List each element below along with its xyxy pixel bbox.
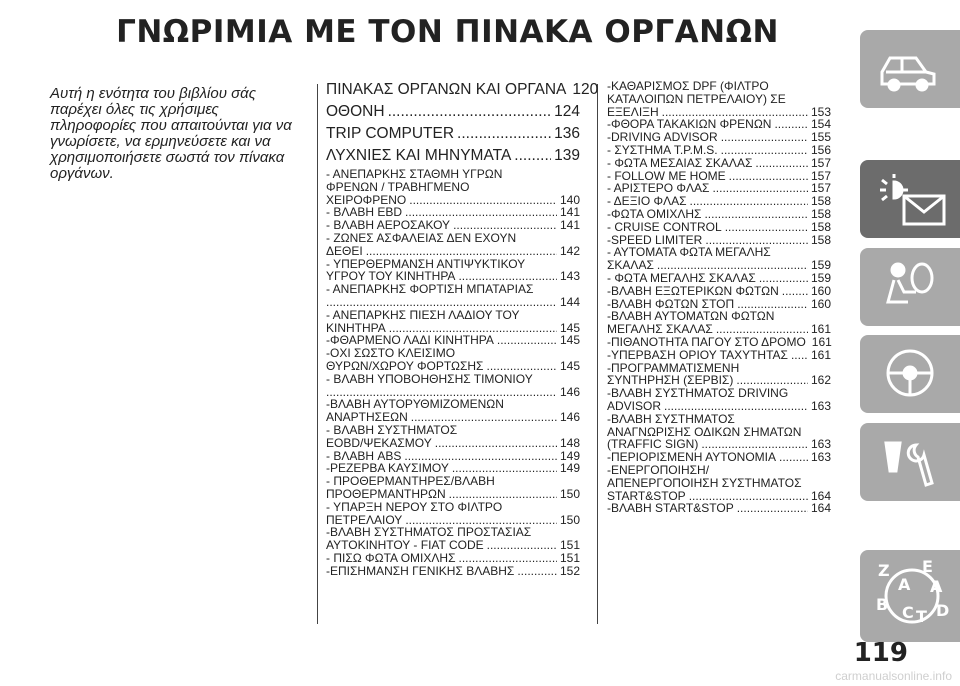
column-divider	[597, 84, 598, 624]
steering-wheel-icon	[872, 343, 948, 405]
toc-entry-label: - FOLLOW ME HOME	[607, 168, 726, 183]
toc-entry-label: ΣΚΑΛΑΣ	[607, 258, 654, 273]
toc-entry-line: -ΕΝΕΡΓΟΠΟΙΗΣΗ/	[607, 462, 710, 477]
toc-entry-last-line	[607, 144, 831, 157]
toc-main-entry[interactable]	[326, 80, 599, 99]
toc-entry-label: ΕΞΕΛΙΞΗ	[607, 104, 659, 119]
toc-entry-label: ΟΘΟΝΗ	[326, 103, 385, 120]
toc-entry-label: ΣΥΝΤΗΡΗΣΗ (ΣΕΡΒΙΣ)	[607, 373, 734, 388]
toc-page-number: 157	[810, 155, 831, 170]
intro-text	[50, 86, 298, 182]
toc-entry-label: -ΦΘΟΡΑ ΤΑΚΑΚΙΩΝ ΦΡΕΝΩΝ	[607, 117, 772, 132]
toc-dot-leader	[486, 360, 556, 373]
toc-entry-label: - CRUISE CONTROL	[607, 219, 722, 234]
car-icon	[872, 38, 948, 100]
toc-sub-entry[interactable]	[326, 168, 580, 206]
sidebar-tab-gauges[interactable]	[860, 480, 960, 516]
toc-dot-leader	[435, 437, 557, 450]
svg-text:Z: Z	[878, 561, 890, 580]
sidebar-tab-safety[interactable]	[860, 248, 960, 326]
toc-entry-line: -ΒΛΑΒΗ ΣΥΣΤΗΜΑΤΟΣ	[607, 411, 735, 426]
toc-sub-entry[interactable]	[326, 475, 580, 501]
toc-page-number: 159	[810, 258, 831, 273]
toc-sub-entry[interactable]	[607, 413, 831, 451]
section-sidebar	[860, 30, 960, 635]
intro-line: πληροφορίες που απαιτούνται για να	[50, 117, 292, 134]
toc-sub-entry[interactable]	[607, 464, 831, 502]
toc-entry-line: ΦΡΕΝΩΝ / ΤΡΑΒΗΓΜΕΝΟ	[326, 179, 470, 194]
toc-entry-last-line	[326, 296, 580, 309]
toc-dot-leader	[366, 245, 557, 258]
page-number: 119	[853, 638, 908, 668]
toc-entry-last-line	[607, 157, 831, 170]
toc-dot-leader	[664, 400, 808, 413]
toc-entry-line: - ΑΝΕΠΑΡΚΗΣ ΠΙΕΣΗ ΛΑΔΙΟΥ ΤΟΥ	[326, 307, 520, 322]
intro-line: χρησιμοποιήσετε σωστά τον πίνακα	[50, 149, 285, 166]
toc-entry-last-line	[607, 349, 831, 362]
toc-entry-label: ΧΕΙΡΟΦΡΕΝΟ	[326, 192, 407, 207]
toc-entry-label: (TRAFFIC SIGN)	[607, 437, 699, 452]
toc-entry-label: -ΕΠΙΣΗΜΑΝΣΗ ΓΕΝΙΚΗΣ ΒΛΑΒΗΣ	[326, 563, 515, 578]
toc-entry-line: ΚΑΤΑΛΟΙΠΩΝ ΠΕΤΡΕΛΑΙΟΥ) ΣΕ	[607, 91, 786, 106]
gauge-icon	[872, 480, 948, 510]
toc-entry-last-line	[326, 488, 580, 501]
toc-page-number: 141	[559, 218, 580, 233]
toc-dot-leader	[326, 296, 557, 309]
toc-dot-leader	[409, 194, 557, 207]
toc-sub-entry[interactable]	[607, 144, 831, 157]
toc-entry-line: -ΟΧΙ ΣΩΣΤΟ ΚΛΕΙΣΙΜΟ	[326, 346, 456, 361]
toc-sub-entry[interactable]	[607, 80, 831, 118]
toc-sub-entry[interactable]	[326, 373, 580, 399]
toc-page-number: 142	[559, 243, 580, 258]
toc-page-number: 157	[810, 168, 831, 183]
toc-entry-line: - ΑΝΕΠΑΡΚΗΣ ΣΤΑΘΜΗ ΥΓΡΩΝ	[326, 167, 503, 181]
toc-entry-line: -ΒΛΑΒΗ ΣΥΣΤΗΜΑΤΟΣ ΠΡΟΣΤΑΣΙΑΣ	[326, 525, 532, 540]
toc-entry-label: -ΒΛΑΒΗ START&STOP	[607, 501, 734, 516]
toc-entry-line: -ΒΛΑΒΗ ΣΥΣΤΗΜΑΤΟΣ DRIVING	[607, 386, 789, 401]
toc-page-number: 161	[810, 347, 831, 362]
svg-text:A: A	[930, 577, 943, 596]
toc-dot-leader	[487, 539, 557, 552]
toc-dot-leader	[721, 131, 808, 144]
toc-entry-label: ΠΡΟΘΕΡΜΑΝΤΗΡΩΝ	[326, 486, 446, 501]
toc-entry-line: -ΒΛΑΒΗ ΑΥΤΟΜΑΤΩΝ ΦΩΤΩΝ	[607, 309, 775, 324]
toc-entry-label: - ΒΛΑΒΗ EBD	[326, 205, 403, 220]
toc-page-number: 150	[559, 512, 580, 527]
toc-sub-entry[interactable]	[326, 501, 580, 527]
toc-entry-last-line	[326, 565, 580, 578]
index-letters-icon	[872, 556, 952, 634]
toc-entry-label: ΔΕΘΕΙ	[326, 243, 363, 258]
toc-sub-entry[interactable]	[326, 232, 580, 258]
sidebar-tab-warning-lights[interactable]	[860, 160, 960, 238]
toc-entry-line: - ΑΥΤΟΜΑΤΑ ΦΩΤΑ ΜΕΓΑΛΗΣ	[607, 245, 771, 260]
toc-entry-line: - ΠΡΟΘΕΡΜΑΝΤΗΡΕΣ/ΒΛΑΒΗ	[326, 474, 495, 489]
toc-entry-label: -ΠΙΘΑΝΟΤΗΤΑ ΠΑΓΟΥ ΣΤΟ ΔΡΟΜΟ	[607, 334, 806, 349]
toc-entry-label: -ΦΩΤΑ ΟΜΙΧΛΗΣ	[607, 206, 702, 221]
toc-dot-leader	[774, 118, 808, 131]
toc-page-number: 143	[559, 269, 580, 284]
toc-page-number: 160	[810, 296, 831, 311]
toc-entry-last-line	[607, 285, 831, 298]
toc-entry-label: -ΠΕΡΙΟΡΙΣΜΕΝΗ ΑΥΤΟΝΟΜΙΑ	[607, 450, 776, 465]
toc-column-1	[326, 80, 599, 578]
toc-sub-entry[interactable]	[607, 310, 831, 336]
toc-dot-leader	[779, 451, 808, 464]
toc-page-number: 154	[810, 117, 831, 132]
toc-page-number: 151	[559, 538, 580, 553]
toc-entry-label: EOBD/ΨΕΚΑΣΜΟΥ	[326, 435, 432, 450]
toc-entry-label: - ΦΩΤΑ ΜΕΣΑΙΑΣ ΣΚΑΛΑΣ	[607, 155, 753, 170]
toc-entry-line: -ΠΡΟΓΡΑΜΜΑΤΙΣΜΕΝΗ	[607, 360, 740, 375]
sidebar-tab-driving[interactable]	[860, 335, 960, 413]
intro-line: οργάνων.	[50, 165, 114, 182]
toc-sub-entry[interactable]	[326, 398, 580, 424]
toc-page-number: 159	[810, 270, 831, 285]
toc-sub-entry[interactable]	[326, 283, 580, 309]
toc-sub-entry[interactable]	[607, 349, 831, 362]
toc-dot-leader	[759, 272, 808, 285]
toc-entry-label: - ΔΕΞΙΟ ΦΛΑΣ	[607, 194, 687, 209]
toc-entry-label: -ΒΛΑΒΗ ΕΞΩΤΕΡΙΚΩΝ ΦΩΤΩΝ	[607, 283, 779, 298]
intro-line: παρέχει όλες τις χρήσιμες	[50, 101, 219, 118]
toc-page-number: 153	[810, 104, 831, 119]
toc-page-number: 157	[810, 181, 831, 196]
toc-entry-last-line	[326, 437, 580, 450]
toc-page-number: 146	[559, 410, 580, 425]
toc-dot-leader	[690, 195, 808, 208]
toc-page-number: 150	[559, 486, 580, 501]
toc-entry-label: - ΦΩΤΑ ΜΕΓΑΛΗΣ ΣΚΑΛΑΣ	[607, 270, 756, 285]
warning-light-icon	[872, 168, 952, 230]
toc-dot-leader	[755, 157, 808, 170]
toc-entry-last-line	[326, 552, 580, 565]
toc-page-number: 161	[811, 334, 832, 349]
toc-dot-leader	[449, 488, 557, 501]
toc-sub-entry[interactable]	[607, 387, 831, 413]
toc-sub-entry[interactable]	[607, 451, 831, 464]
toc-main-entry[interactable]	[326, 102, 580, 121]
toc-dot-leader	[458, 552, 556, 565]
toc-page-number: 139	[554, 147, 580, 164]
toc-entry-label: ΑΥΤΟΚΙΝΗΤΟΥ - FIAT CODE	[326, 538, 484, 553]
toc-sub-entry[interactable]	[326, 258, 580, 284]
svg-text:E: E	[922, 557, 933, 576]
toc-main-entry[interactable]	[326, 146, 580, 165]
toc-entry-line: -ΚΑΘΑΡΙΣΜΟΣ DPF (ΦΙΛΤΡΟ	[607, 79, 769, 93]
toc-entry-label: ΠΙΝΑΚΑΣ ΟΡΓΑΝΩΝ ΚΑΙ ΟΡΓΑΝΑ	[326, 81, 567, 98]
toc-entry-label: -ΥΠΕΡΒΑΣΗ ΟΡΙΟΥ ΤΑΧΥΤΗΤΑΣ	[607, 347, 788, 362]
toc-column-2	[607, 80, 831, 515]
toc-sub-entry[interactable]	[607, 336, 831, 349]
toc-page-number: 149	[559, 448, 580, 463]
page-title: ΓΝΩΡΙΜΙΑ ΜΕ ΤΟΝ ΠΙΝΑΚΑ ΟΡΓΑΝΩΝ	[116, 14, 779, 50]
toc-entry-label: -ΦΘΑΡΜΕΝΟ ΛΑΔΙ ΚΙΝΗΤΗΡΑ	[326, 333, 494, 348]
toc-entry-last-line	[607, 221, 831, 234]
toc-entry-line: - ΒΛΑΒΗ ΥΠΟΒΟΗΘΗΣΗΣ ΤΙΜΟΝΙΟΥ	[326, 371, 533, 386]
toc-entry-last-line	[607, 451, 831, 464]
toc-entry-last-line	[607, 502, 831, 515]
toc-entry-line: - ΖΩΝΕΣ ΑΣΦΑΛΕΙΑΣ ΔΕΝ ΕΧΟΥΝ	[326, 230, 517, 245]
toc-entry-label: ΘΥΡΩΝ/ΧΩΡΟΥ ΦΟΡΤΩΣΗΣ	[326, 358, 484, 373]
toc-page-number: 136	[554, 125, 580, 142]
toc-entry-last-line	[326, 360, 580, 373]
sidebar-tab-car[interactable]	[860, 30, 960, 108]
toc-page-number: 156	[810, 142, 831, 157]
toc-page-number: 164	[810, 501, 831, 516]
toc-dot-leader	[729, 170, 808, 183]
svg-text:C: C	[902, 603, 914, 622]
toc-sub-entry[interactable]	[607, 362, 831, 388]
toc-page-number: 140	[559, 192, 580, 207]
toc-sub-entry[interactable]	[607, 502, 831, 515]
toc-entry-last-line	[607, 400, 831, 413]
toc-entry-label: ΜΕΓΑΛΗΣ ΣΚΑΛΑΣ	[607, 322, 713, 337]
toc-page-number: 164	[810, 488, 831, 503]
toc-entry-label: - ΒΛΑΒΗ ΑΕΡΟΣΑΚΟΥ	[326, 218, 451, 233]
toc-dot-leader	[704, 208, 808, 221]
toc-dot-leader	[388, 102, 552, 121]
toc-entry-last-line	[607, 336, 831, 349]
toc-dot-leader	[782, 285, 808, 298]
toc-entry-label: -DRIVING ADVISOR	[607, 130, 718, 145]
toc-entry-label: - ΣΥΣΤΗΜΑ T.P.M.S.	[607, 142, 718, 157]
toc-dot-leader	[737, 502, 808, 515]
toc-sub-entry[interactable]	[326, 552, 580, 565]
column-divider	[317, 84, 318, 624]
toc-entry-line: - ΥΠΕΡΘΕΡΜΑΝΣΗ ΑΝΤΙΨΥΚΤΙΚΟΥ	[326, 256, 526, 271]
toc-page-number: 124	[554, 103, 580, 120]
toc-entry-label: -ΡΕΖΕΡΒΑ ΚΑΥΣΙΜΟΥ	[326, 461, 449, 476]
toc-sub-entry[interactable]	[326, 424, 580, 450]
toc-page-number: 141	[559, 205, 580, 220]
toc-page-number: 145	[559, 320, 580, 335]
toc-entry-line: - ΒΛΑΒΗ ΣΥΣΤΗΜΑΤΟΣ	[326, 422, 458, 437]
intro-line: γνωρίσετε, να ερμηνεύσετε και να	[50, 133, 271, 150]
toc-dot-leader	[721, 144, 808, 157]
toc-sub-entry[interactable]	[607, 285, 831, 298]
toc-entry-label: TRIP COMPUTER	[326, 125, 455, 142]
toc-entry-label: ΑΝΑΡΤΗΣΕΩΝ	[326, 410, 408, 425]
toc-sub-entry[interactable]	[607, 208, 831, 221]
toc-entry-line: ΑΝΑΓΝΩΡΙΣΗΣ ΟΔΙΚΩΝ ΣΗΜΑΤΩΝ	[607, 424, 802, 439]
svg-text:T: T	[916, 607, 927, 626]
toc-page-number: 158	[810, 232, 831, 247]
toc-page-number: 152	[559, 563, 580, 578]
toc-entry-label: ΠΕΤΡΕΛΑΙΟΥ	[326, 512, 403, 527]
toc-sub-entry[interactable]	[607, 157, 831, 170]
toc-entry-label: -ΒΛΑΒΗ ΦΩΤΩΝ ΣΤΟΠ	[607, 296, 735, 311]
toc-page-number: 158	[810, 219, 831, 234]
toc-sub-entry[interactable]	[326, 526, 580, 552]
toc-dot-leader	[497, 334, 557, 347]
toc-page-number: 162	[810, 373, 831, 388]
toc-dot-leader	[457, 124, 551, 143]
toc-entry-label: START&STOP	[607, 488, 686, 503]
toc-entry-label: - ΑΡΙΣΤΕΡΟ ΦΛΑΣ	[607, 181, 710, 196]
main-entries	[326, 80, 599, 165]
toc-entry-last-line	[607, 208, 831, 221]
toc-dot-leader	[517, 565, 557, 578]
toc-page-number: 158	[810, 194, 831, 209]
toc-page-number: 149	[559, 461, 580, 476]
toc-page-number: 145	[559, 333, 580, 348]
toc-page-number: 151	[559, 550, 580, 565]
toc-page-number: 158	[810, 206, 831, 221]
toc-entry-last-line	[326, 539, 580, 552]
toc-page-number: 160	[810, 283, 831, 298]
toc-entry-last-line	[326, 245, 580, 258]
toc-sub-entry[interactable]	[326, 565, 580, 578]
toc-dot-leader	[712, 182, 808, 195]
toc-entry-label: - ΒΛΑΒΗ ABS	[326, 448, 402, 463]
sidebar-tab-index[interactable]	[860, 550, 960, 642]
toc-entry-line: - ΑΝΕΠΑΡΚΗΣ ΦΟΡΤΙΣΗ ΜΠΑΤΑΡΙΑΣ	[326, 282, 534, 297]
watermark: carmanualsonline.info	[835, 669, 952, 683]
svg-text:B: B	[876, 595, 889, 614]
toc-dot-leader	[514, 146, 551, 165]
toc-page-number: 163	[810, 450, 831, 465]
toc-sub-entry[interactable]	[326, 309, 580, 335]
toc-page-number: 163	[810, 437, 831, 452]
toc-entry-line: - ΥΠΑΡΞΗ ΝΕΡΟΥ ΣΤΟ ΦΙΛΤΡΟ	[326, 499, 503, 514]
toc-page-number: 146	[559, 384, 580, 399]
toc-page-number: 145	[559, 358, 580, 373]
svg-text:D: D	[936, 601, 950, 620]
toc-sub-entry[interactable]	[607, 272, 831, 285]
toc-entry-last-line	[607, 272, 831, 285]
toc-entry-line: ΑΠΕΝΕΡΓΟΠΟΙΗΣΗ ΣΥΣΤΗΜΑΤΟΣ	[607, 475, 802, 490]
toc-entry-line: -ΒΛΑΒΗ ΑΥΤΟΡΥΘΜΙΖΟΜΕΝΩΝ	[326, 397, 504, 412]
toc-dot-leader	[725, 221, 808, 234]
toc-sub-entry[interactable]	[607, 246, 831, 272]
svg-text:A: A	[898, 575, 911, 594]
toc-entry-label: -SPEED LIMITER	[607, 232, 703, 247]
toc-entry-label: ADVISOR	[607, 398, 662, 413]
toc-entry-label: ΚΙΝΗΤΗΡΑ	[326, 320, 386, 335]
toc-sub-entry[interactable]	[607, 221, 831, 234]
toc-page-number: 120	[572, 81, 599, 98]
toc-page-number: 155	[810, 130, 831, 145]
toc-entry-label: ΛΥΧΝΙΕΣ ΚΑΙ ΜΗΝΥΜΑΤΑ	[326, 147, 512, 164]
airbag-icon	[872, 256, 948, 318]
toc-page-number: 163	[810, 398, 831, 413]
intro-line: Αυτή η ενότητα του βιβλίου σάς	[50, 85, 257, 102]
toc-sub-entry[interactable]	[326, 347, 580, 373]
toc-page-number: 161	[810, 322, 831, 337]
toc-main-entry[interactable]	[326, 124, 580, 143]
sub-entries	[326, 168, 580, 578]
toc-entry-label: ΥΓΡΟΥ ΤΟΥ ΚΙΝΗΤΗΡΑ	[326, 269, 456, 284]
toc-entry-label: - ΠΙΣΩ ΦΩΤΑ ΟΜΙΧΛΗΣ	[326, 550, 456, 565]
toc-page-number: 144	[559, 294, 580, 309]
sub-entries	[607, 80, 831, 515]
toc-dot-leader	[791, 349, 808, 362]
toc-page-number: 148	[559, 435, 580, 450]
